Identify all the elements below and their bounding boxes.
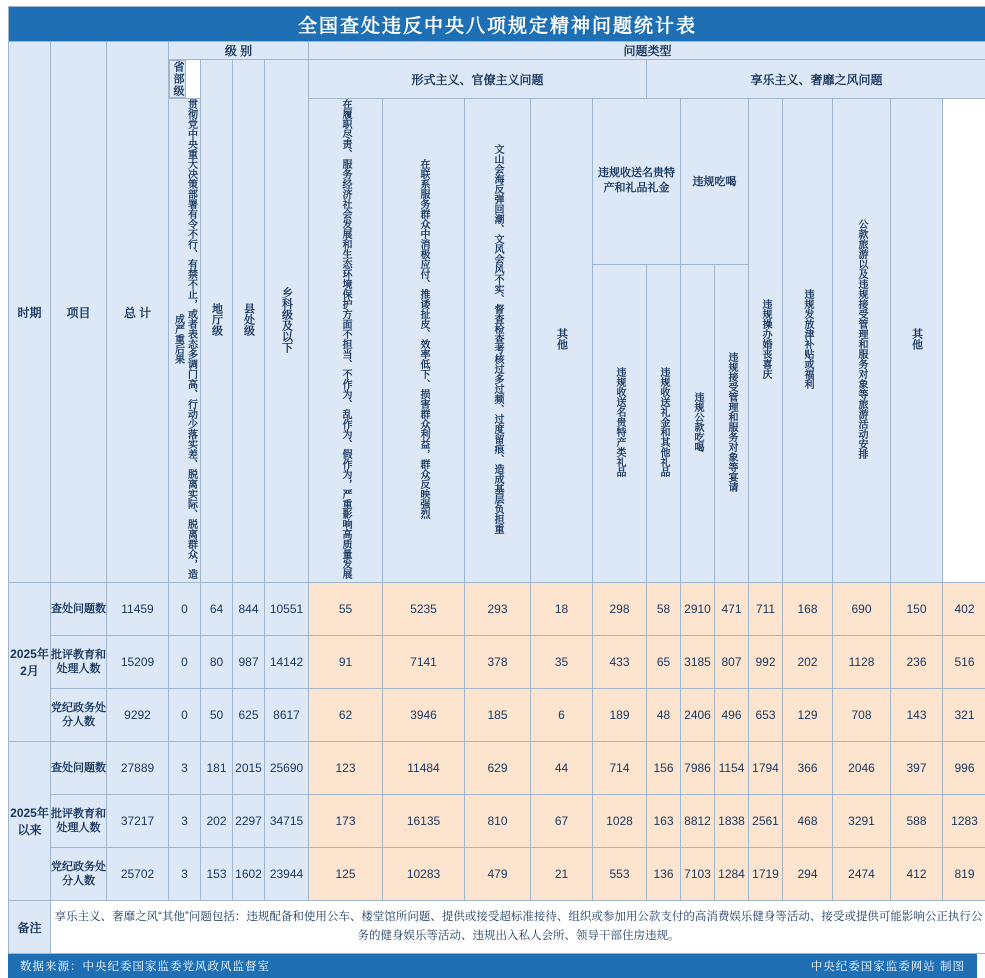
- header-formalism-col-3-label: 在联系服务群众中消极应付、推诿扯皮、效率低下、损害群众利益，群众反映强烈: [417, 159, 430, 519]
- header-dining-group: 违规吃喝: [681, 99, 749, 265]
- cell-level-diting: 153: [201, 848, 233, 901]
- note-row: [9, 901, 985, 954]
- row-item-label: 党纪政务处分人数: [51, 689, 107, 742]
- cell-formalism-3: 629: [465, 742, 531, 795]
- cell-gift-2: 7103: [681, 848, 715, 901]
- header-formalism-col-other-label: 其他: [555, 328, 569, 350]
- cell-total: 11459: [107, 583, 169, 636]
- cell-wedding: 294: [783, 848, 833, 901]
- cell-travel: 236: [891, 636, 943, 689]
- table-row: [9, 636, 985, 689]
- cell-level-xiangke: 14142: [265, 636, 309, 689]
- cell-wedding: 468: [783, 795, 833, 848]
- cell-allowance: 3291: [833, 795, 891, 848]
- cell-total: 25702: [107, 848, 169, 901]
- cell-dining-2: 711: [749, 583, 783, 636]
- cell-level-diting: 50: [201, 689, 233, 742]
- cell-wedding: 202: [783, 636, 833, 689]
- cell-dining-1: 496: [715, 689, 749, 742]
- cell-hedonism-other: 1283: [943, 795, 985, 848]
- cell-allowance: 2474: [833, 848, 891, 901]
- cell-formalism-1: 125: [309, 848, 383, 901]
- cell-level-xianchu: 1602: [233, 848, 265, 901]
- cell-level-diting: 64: [201, 583, 233, 636]
- table-row: [9, 742, 985, 795]
- cell-formalism-2: 10283: [383, 848, 465, 901]
- cell-formalism-1: 91: [309, 636, 383, 689]
- cell-level-sheng: 3: [169, 742, 201, 795]
- note-label: 备注: [9, 901, 51, 954]
- cell-dining-1: 1284: [715, 848, 749, 901]
- cell-level-xiangke: 34715: [265, 795, 309, 848]
- header-formalism-col-3: [383, 99, 465, 583]
- cell-gift-2: 8812: [681, 795, 715, 848]
- header-hedonism-other: [891, 99, 943, 583]
- cell-hedonism-other: 402: [943, 583, 985, 636]
- cell-dining-2: 653: [749, 689, 783, 742]
- table-title-row: [9, 7, 985, 42]
- header-row-1: [9, 42, 985, 60]
- header-formalism-col-4: [465, 99, 531, 583]
- cell-travel: 588: [891, 795, 943, 848]
- cell-formalism-3: 293: [465, 583, 531, 636]
- cell-level-diting: 80: [201, 636, 233, 689]
- cell-travel: 397: [891, 742, 943, 795]
- cell-dining-2: 1719: [749, 848, 783, 901]
- header-hedonism-group: 享乐主义、奢靡之风问题: [647, 60, 985, 99]
- header-level-sheng-label: 省部级: [171, 61, 185, 97]
- cell-dining-2: 2561: [749, 795, 783, 848]
- footer-producer: 中央纪委国家监委网站 制图: [811, 958, 965, 974]
- cell-formalism-other: 189: [593, 689, 647, 742]
- header-formalism-col-1: [169, 99, 201, 583]
- header-dining-col-1: [681, 264, 715, 582]
- header-total: 总 计: [107, 42, 169, 583]
- cell-gift-2: 7986: [681, 742, 715, 795]
- period-label-ytd: 2025年以来: [9, 742, 51, 901]
- cell-dining-2: 1794: [749, 742, 783, 795]
- cell-formalism-3: 185: [465, 689, 531, 742]
- cell-level-diting: 181: [201, 742, 233, 795]
- header-hedonism-wedding: [749, 99, 783, 583]
- cell-formalism-4: 18: [531, 583, 593, 636]
- cell-level-xiangke: 8617: [265, 689, 309, 742]
- cell-allowance: 708: [833, 689, 891, 742]
- header-dining-col-2-label: 违规接受管理和服务对象等宴请: [725, 352, 738, 492]
- cell-travel: 412: [891, 848, 943, 901]
- cell-level-sheng: 0: [169, 583, 201, 636]
- cell-formalism-3: 479: [465, 848, 531, 901]
- cell-formalism-2: 5235: [383, 583, 465, 636]
- cell-formalism-1: 173: [309, 795, 383, 848]
- header-level-diting: [201, 60, 233, 583]
- cell-formalism-1: 55: [309, 583, 383, 636]
- table-row: [9, 795, 985, 848]
- header-gift-col-2: [647, 264, 681, 582]
- row-item-label: 查处问题数: [51, 583, 107, 636]
- cell-formalism-other: 553: [593, 848, 647, 901]
- cell-level-sheng: 0: [169, 689, 201, 742]
- header-gift-col-2-label: 违规收送礼金和其他礼品: [657, 367, 670, 477]
- cell-formalism-3: 810: [465, 795, 531, 848]
- cell-formalism-other: 1028: [593, 795, 647, 848]
- header-gift-col-1-label: 违规收送名贵特产类礼品: [613, 367, 626, 477]
- cell-allowance: 690: [833, 583, 891, 636]
- cell-hedonism-other: 321: [943, 689, 985, 742]
- cell-gift-1: 136: [647, 848, 681, 901]
- header-formalism-col-1-label: 贯彻党中央重大决策部署有令不行、有禁不止，或者表态多调门高、行动少落实差、脱离实际、脱离群众，造成严重后果: [172, 98, 198, 581]
- cell-formalism-4: 67: [531, 795, 593, 848]
- header-hedonism-travel-label: 公款旅游以及违规接受管理和服务对象等旅游活动安排: [855, 219, 868, 459]
- statistics-table: [8, 6, 985, 954]
- header-hedonism-wedding-label: 违规操办婚丧喜庆: [759, 299, 772, 379]
- cell-travel: 143: [891, 689, 943, 742]
- header-level-xianchu-label: 县处级: [242, 303, 256, 336]
- header-problem-type-group: 问题类型: [309, 42, 985, 60]
- cell-formalism-other: 714: [593, 742, 647, 795]
- cell-level-diting: 202: [201, 795, 233, 848]
- header-gift-col-1: [593, 264, 647, 582]
- cell-formalism-4: 21: [531, 848, 593, 901]
- cell-formalism-other: 433: [593, 636, 647, 689]
- cell-formalism-4: 35: [531, 636, 593, 689]
- cell-dining-2: 992: [749, 636, 783, 689]
- cell-total: 9292: [107, 689, 169, 742]
- period-label-feb: 2025年2月: [9, 583, 51, 742]
- cell-level-xianchu: 844: [233, 583, 265, 636]
- cell-formalism-2: 7141: [383, 636, 465, 689]
- header-period: 时期: [9, 42, 51, 583]
- cell-dining-1: 1838: [715, 795, 749, 848]
- header-formalism-col-other: [531, 99, 593, 583]
- cell-level-xiangke: 23944: [265, 848, 309, 901]
- cell-gift-1: 65: [647, 636, 681, 689]
- header-level-group: 级 别: [169, 42, 309, 60]
- row-item-label: 查处问题数: [51, 742, 107, 795]
- cell-formalism-1: 123: [309, 742, 383, 795]
- cell-level-sheng: 3: [169, 848, 201, 901]
- cell-formalism-1: 62: [309, 689, 383, 742]
- table-row: [9, 689, 985, 742]
- cell-formalism-2: 11484: [383, 742, 465, 795]
- cell-hedonism-other: 996: [943, 742, 985, 795]
- header-level-xianchu: [233, 60, 265, 583]
- header-hedonism-allowance: [783, 99, 833, 583]
- cell-gift-1: 156: [647, 742, 681, 795]
- header-hedonism-travel: [833, 99, 891, 583]
- row-item-label: 批评教育和处理人数: [51, 636, 107, 689]
- header-hedonism-allowance-label: 违规发放津补贴或福利: [801, 289, 814, 389]
- cell-wedding: 168: [783, 583, 833, 636]
- cell-gift-1: 163: [647, 795, 681, 848]
- page-title: 全国查处违反中央八项规定精神问题统计表: [9, 7, 985, 42]
- cell-gift-2: 2406: [681, 689, 715, 742]
- cell-level-xianchu: 625: [233, 689, 265, 742]
- header-level-xiangke-label: 乡科级及以下: [280, 287, 294, 353]
- cell-wedding: 129: [783, 689, 833, 742]
- cell-dining-1: 471: [715, 583, 749, 636]
- table-row: [9, 848, 985, 901]
- cell-total: 27889: [107, 742, 169, 795]
- table-footer: [8, 954, 977, 978]
- cell-allowance: 1128: [833, 636, 891, 689]
- cell-formalism-other: 298: [593, 583, 647, 636]
- cell-formalism-3: 378: [465, 636, 531, 689]
- cell-formalism-2: 3946: [383, 689, 465, 742]
- note-text: 享乐主义、奢靡之风“其他”问题包括：违规配备和使用公车、楼堂馆所问题、提供或接受超标准接待、组织或参加用公款支付的高消费娱乐健身等活动、接受或提供可能影响公正执行公务的健身娱乐等活动、违规出入私人会所、领导干部住房违规。: [51, 901, 985, 954]
- header-hedonism-other-label: 其他: [910, 328, 924, 350]
- cell-gift-2: 2910: [681, 583, 715, 636]
- cell-formalism-4: 44: [531, 742, 593, 795]
- row-item-label: 批评教育和处理人数: [51, 795, 107, 848]
- row-item-label: 党纪政务处分人数: [51, 848, 107, 901]
- header-formalism-col-2: [309, 99, 383, 583]
- header-level-xiangke: [265, 60, 309, 583]
- cell-travel: 150: [891, 583, 943, 636]
- cell-level-xianchu: 987: [233, 636, 265, 689]
- cell-gift-1: 48: [647, 689, 681, 742]
- table-row: [9, 583, 985, 636]
- header-level-sheng: [169, 60, 186, 98]
- header-formalism-col-4-label: 文山会海反弹回潮、文风会风不实、督查检查考核过多过频、过度留痕、造成基层负担重: [491, 144, 504, 534]
- cell-level-xiangke: 10551: [265, 583, 309, 636]
- cell-gift-1: 58: [647, 583, 681, 636]
- header-formalism-group: 形式主义、官僚主义问题: [309, 60, 647, 99]
- cell-hedonism-other: 819: [943, 848, 985, 901]
- header-dining-col-2: [715, 264, 749, 582]
- header-dining-col-1-label: 违规公款吃喝: [691, 392, 704, 452]
- cell-total: 37217: [107, 795, 169, 848]
- cell-hedonism-other: 516: [943, 636, 985, 689]
- header-formalism-col-2-label: 在履职尽责、服务经济社会发展和生态环境保护方面不担当、不作为、乱作为、假作为，严重影响高质量发展: [339, 99, 352, 579]
- cell-dining-1: 1154: [715, 742, 749, 795]
- header-gift-group: 违规收送名贵特产和礼品礼金: [593, 99, 681, 265]
- header-item: 项目: [51, 42, 107, 583]
- cell-formalism-2: 16135: [383, 795, 465, 848]
- cell-allowance: 2046: [833, 742, 891, 795]
- cell-total: 15209: [107, 636, 169, 689]
- cell-level-xianchu: 2297: [233, 795, 265, 848]
- cell-level-sheng: 0: [169, 636, 201, 689]
- cell-level-sheng: 3: [169, 795, 201, 848]
- cell-gift-2: 3185: [681, 636, 715, 689]
- cell-formalism-4: 6: [531, 689, 593, 742]
- cell-dining-1: 807: [715, 636, 749, 689]
- cell-level-xianchu: 2015: [233, 742, 265, 795]
- cell-level-xiangke: 25690: [265, 742, 309, 795]
- cell-wedding: 366: [783, 742, 833, 795]
- footer-source: 数据来源：中央纪委国家监委党风政风监督室: [20, 958, 270, 974]
- header-level-diting-label: 地厅级: [210, 303, 224, 336]
